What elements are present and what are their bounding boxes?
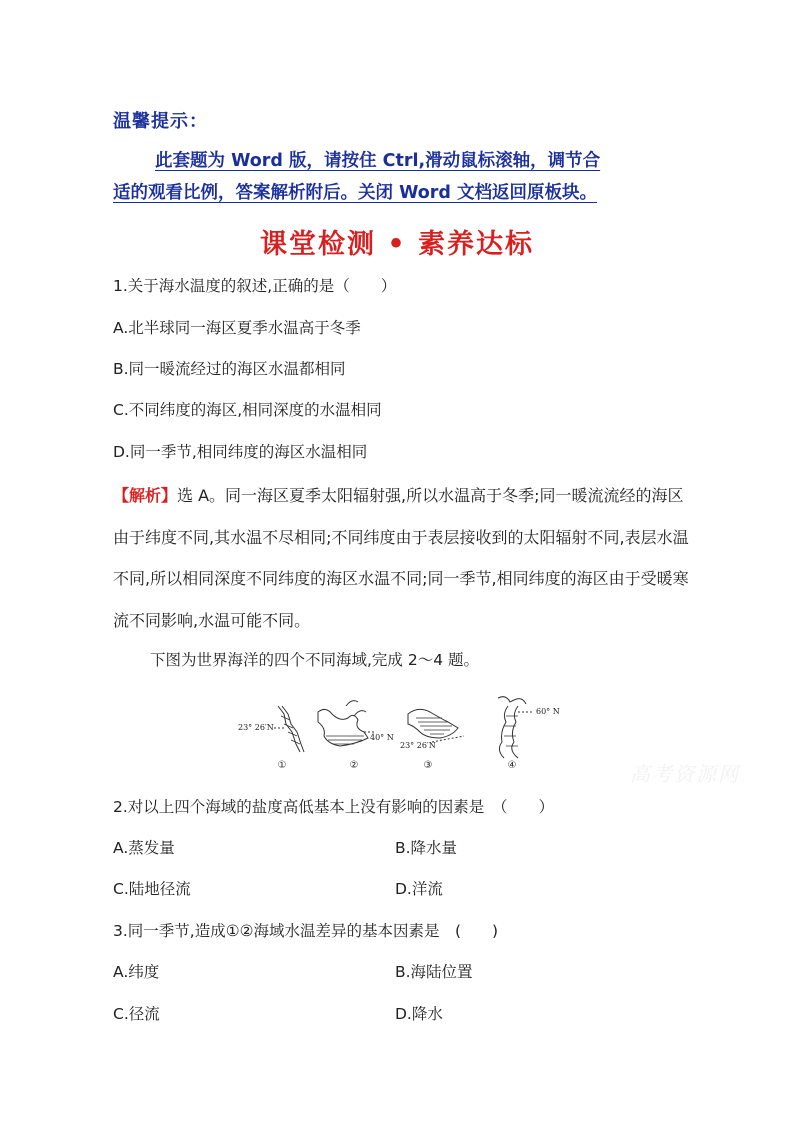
question-1-option-c: C.不同纬度的海区,相同深度的水温相同 — [113, 401, 382, 419]
question-3-option-a: A.纬度 — [113, 963, 160, 981]
watermark: 高考资源网 — [630, 762, 740, 786]
region-number-4: ④ — [507, 760, 517, 770]
question-2-option-c: C.陆地径流 — [113, 880, 191, 898]
question-3-option-c: C.径流 — [113, 1005, 160, 1023]
tip-line-1: 此套题为 Word 版，请按住 Ctrl,滑动鼠标滚轴，调节合 — [155, 151, 601, 171]
question-2-option-a: A.蒸发量 — [113, 839, 175, 857]
tip-line-2: 适的观看比例，答案解析附后。关闭 Word 文档返回原板块。 — [113, 183, 598, 203]
analysis-block — [113, 475, 693, 641]
figure-lead-text: 下图为世界海洋的四个不同海域,完成 2～4 题。 — [150, 651, 480, 669]
label-region-3-lat: 23° 26′N — [400, 741, 436, 750]
region-number-2: ② — [349, 760, 359, 770]
question-1-option-a: A.北半球同一海区夏季水温高于冬季 — [113, 319, 361, 337]
ocean-regions-figure — [236, 692, 576, 770]
question-1-option-d: D.同一季节,相同纬度的海区水温相同 — [113, 443, 368, 461]
analysis-tag: 【解析】 — [113, 486, 178, 505]
question-3-stem: 3.同一季节,造成①②海域水温差异的基本因素是 ( ) — [113, 922, 499, 940]
question-2-option-b: B.降水量 — [395, 839, 458, 857]
region-number-1: ① — [277, 760, 287, 770]
question-1-option-b: B.同一暖流经过的海区水温都相同 — [113, 360, 346, 378]
question-2-option-d: D.洋流 — [395, 880, 443, 898]
label-region-4-lat: 60° N — [536, 707, 560, 716]
question-1-stem: 1.关于海水温度的叙述,正确的是（ ） — [113, 277, 397, 295]
question-3-option-b: B.海陆位置 — [395, 963, 473, 981]
label-region-1-lat: 23° 26′N — [238, 723, 274, 732]
label-region-2-lat: 40° N — [370, 733, 394, 742]
tip-body — [113, 145, 693, 209]
ocean-regions-diagram — [236, 692, 576, 770]
tip-title: 温馨提示： — [113, 111, 208, 132]
analysis-text: 选 A。同一海区夏季太阳辐射强,所以水温高于冬季;同一暖流流经的海区由于纬度不同,其水温不尽相同;不同纬度由于表层接收到的太阳辐射不同,表层水温不同,所以相同深度不同纬度的海区水温不同;同一季节,相同纬度的海区由于受暖寒流不同影响,水温可能不同。 — [113, 486, 689, 630]
question-3-option-d: D.降水 — [395, 1005, 443, 1023]
question-2-stem: 2.对以上四个海域的盐度高低基本上没有影响的因素是 （ ） — [113, 798, 555, 816]
region-number-3: ③ — [423, 760, 433, 770]
section-title: 课堂检测 • 素养达标 — [259, 229, 535, 260]
